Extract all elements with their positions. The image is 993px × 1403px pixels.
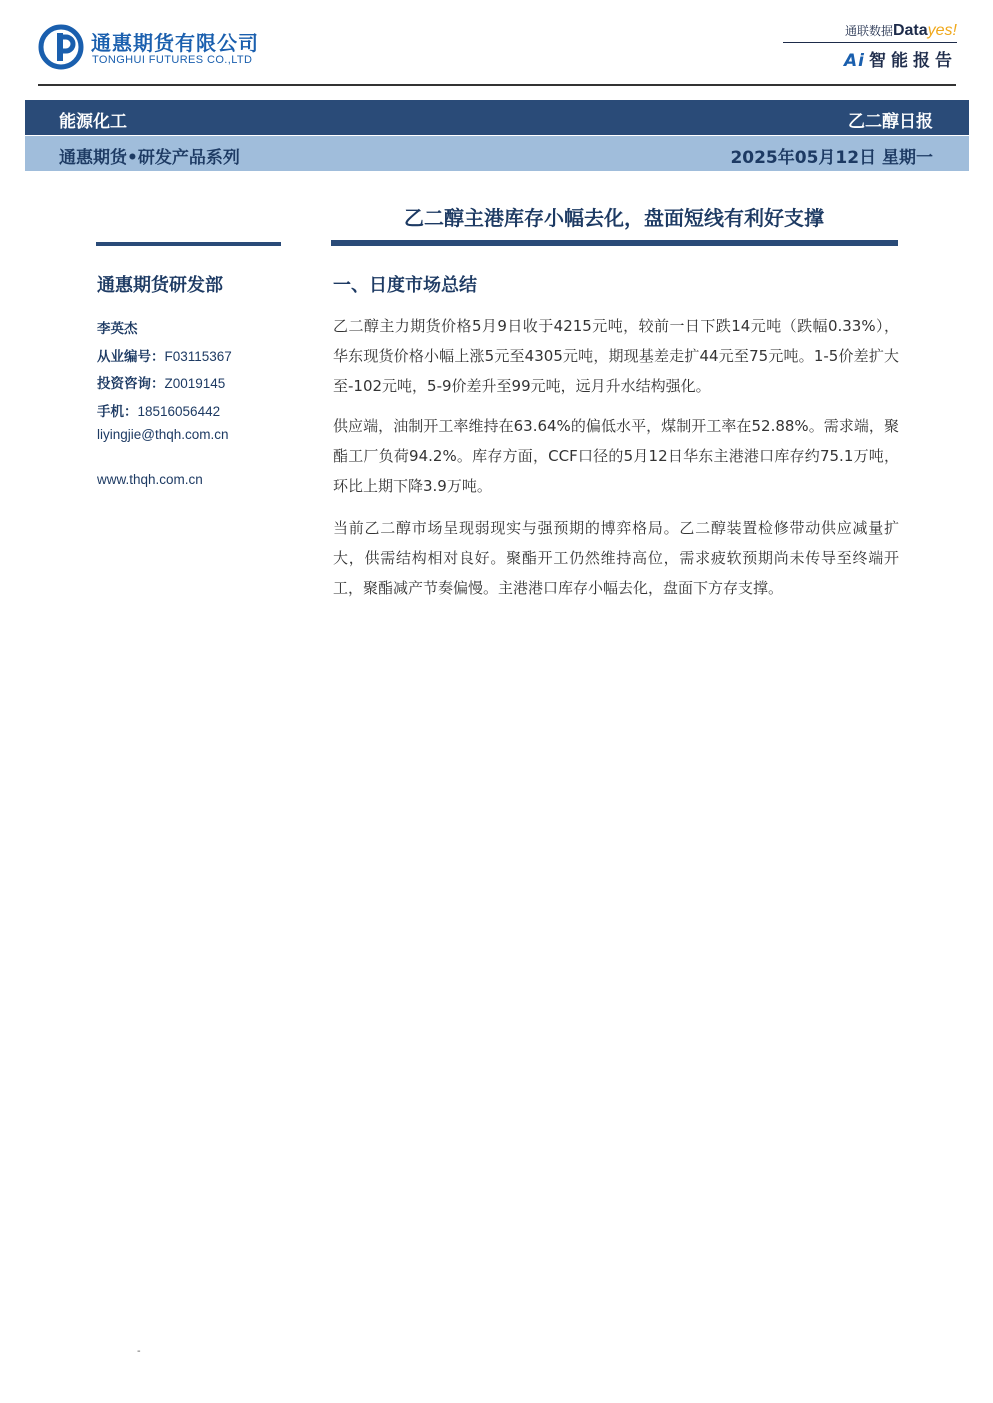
- ai-report-label: 智能报告: [869, 51, 957, 71]
- series-label: 通惠期货•研发产品系列: [59, 148, 240, 168]
- email-link[interactable]: liyingjie@thqh.com.cn: [97, 427, 229, 442]
- datayes-yes: yes!: [927, 22, 957, 39]
- license-value: F03115367: [164, 349, 232, 364]
- license-number: [97, 345, 232, 365]
- advisory-value: Z0019145: [164, 376, 226, 391]
- paragraph-supply-demand: 供应端，油制开工率维持在63.64%的偏低水平，煤制开工率在52.88%。需求端，聚酯工厂负荷94.2%。库存方面，CCF口径的5月12日华东主港港口库存约75.1万吨，环比上期下降3.9万吨。: [333, 417, 899, 495]
- footer-mark: -: [137, 1346, 141, 1357]
- report-date: 2025年05月12日 星期一: [730, 148, 933, 168]
- report-type: 乙二醇日报: [848, 112, 933, 132]
- website-link[interactable]: www.thqh.com.cn: [97, 472, 203, 487]
- datayes-data: Data: [892, 22, 928, 39]
- ai-mark: Ai: [844, 51, 865, 71]
- datayes-divider: [783, 42, 957, 43]
- phone-number: [97, 400, 220, 420]
- company-name-cn: 通惠期货有限公司: [91, 31, 259, 55]
- phone-label: 手机：: [97, 404, 138, 420]
- datayes-logo: [757, 22, 957, 74]
- main-rule: [331, 240, 898, 246]
- datayes-cn: 通联数据: [844, 24, 893, 38]
- license-label: 从业编号：: [97, 349, 165, 365]
- advisory-label: 投资咨询：: [97, 376, 165, 392]
- sector-label: 能源化工: [59, 112, 127, 132]
- sidebar-rule: [96, 242, 281, 246]
- sector-band: [25, 100, 969, 135]
- phone-value: 18516056442: [137, 404, 221, 419]
- header-divider: [38, 84, 956, 86]
- tonghui-logo-icon: [38, 24, 84, 70]
- company-logo: [38, 24, 278, 74]
- series-band: [25, 136, 969, 171]
- company-name-en: TONGHUI FUTURES CO.,LTD: [92, 54, 253, 66]
- paragraph-outlook: 当前乙二醇市场呈现弱现实与强预期的博弈格局。乙二醇装置检修带动供应减量扩大，供需结构相对良好。聚酯开工仍然维持高位，需求疲软预期尚未传导至终端开工，聚酯减产节奏偏慢。主港港口库存小幅去化，盘面下方存支撑。: [333, 519, 899, 597]
- report-title: 乙二醇主港库存小幅去化，盘面短线有利好支撑: [404, 206, 824, 230]
- department-name: 通惠期货研发部: [97, 275, 223, 296]
- advisory-number: [97, 372, 225, 392]
- paragraph-price: 乙二醇主力期货价格5月9日收于4215元吨，较前一日下跌14元吨（跌幅0.33%），华东现货价格小幅上涨5元至4305元吨，期现基差走扩44元至75元吨。1-5价差扩大至-102元吨，5-9价差升至99元吨，远月升水结构强化。: [333, 317, 899, 395]
- section-title: 一、日度市场总结: [333, 275, 477, 296]
- analyst-name: 李英杰: [97, 321, 138, 337]
